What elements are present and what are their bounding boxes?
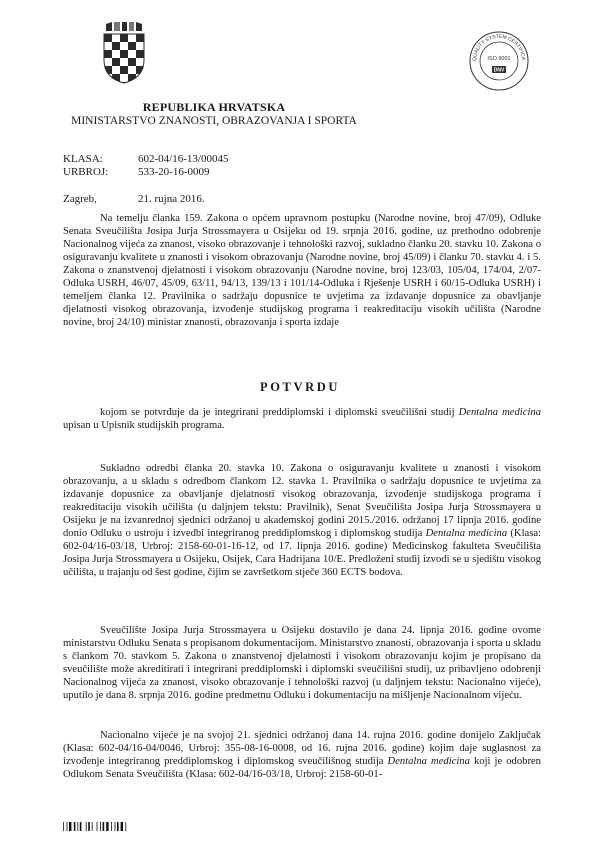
- reference-block: [63, 153, 228, 178]
- paragraph-4: [63, 729, 541, 781]
- study-name: Dentalna medicina: [458, 407, 541, 418]
- klasa-label: KLASA:: [63, 153, 103, 165]
- republic-name: REPUBLIKA HRVATSKA: [142, 100, 286, 114]
- cert-arc-text: QUALITY SYSTEM CERTIFICA: [471, 33, 527, 62]
- p2-text-b: (Klasa: 602-04/16-03/18, Urbroj: 2158-60-01-16-12, od 17. lipnja 2016. godine) Medicinskog fakulteta Sveučilišta Josipa Jurja Strossmayera u Osijeku, Osijek, Cara Hadrijana 10/E. Predloženi studij izvodi se u sjedištu visokog učilišta, u trajanju od šest godine, čijim se završetkom stječe 360 ECTS bodova.: [63, 528, 541, 578]
- cert-standard-text: ISO 9001: [487, 56, 511, 62]
- quality-certification-stamp-icon: [468, 30, 530, 92]
- klasa-value: 602-04/16-13/00045: [138, 153, 229, 165]
- p4-text-b: koji je odobren Odlukom Senata Sveučilišta (Klasa: 602-04/16-03/18, Urbroj: 2158-60-01-: [63, 756, 541, 780]
- document-title: POTVRDU: [259, 380, 340, 394]
- p2-study-name: Dentalna medicina: [425, 528, 508, 539]
- confirm-text-a: kojom se potvrđuje da je integrirani preddiplomski i diplomski sveučilišni studij: [100, 407, 459, 418]
- paragraph-3: Sveučilište Josipa Jurja Strossmayera u Osijeku dostavilo je dana 24. lipnja 2016. godine ovome ministarstvu Odluku Senata s propisanom dokumentacijom. Ministarstvo znanosti, obrazovanja i sporta u skladu s člankom 70. stavkom 5. Zakona o znanstvenoj djelatnosti i visokom obrazovanju kojim je propisano da sveučilište može akreditirati i integrirani preddiplomski i diplomski sveučilišni studij, uz pribavljeno odobrenji Nacionalnog vijeća za znanost, visoko obrazovanje i tehnološki razvoj (u daljnjem tekstu: Nacionalno vijeće), uputilo je dana 8. srpnja 2016. godine predmetnu Odluku i dokumentaciju na mišljenje Nacionalnom vijeću.: [63, 625, 541, 701]
- intro-paragraph: Na temelju članka 159. Zakona o općem upravnom postupku (Narodne novine, broj 47/09), Odluke Senata Sveučilišta Josipa Jurja Strossmayera u Osijeku od 19. srpnja 2016. godine, uz prethodno odobrenje Nacionalnog vijeća za znanost, visoko obrazovanje i tehnološki razvoj, sukladno članku 20. stavku 10. Zakona o osiguravanju kvalitete u znanosti i visokom obrazovanju (Narodne novine, broj 45/09) i članku 70. stavku 4. i 5. Zakona o znanstvenoj djelatnosti i visokom obrazovanju (Narodne novine, broj 123/03, 105/04, 174/04, 2/07-Odluka USRH, 46/07, 45/09, 63/11, 94/13, 139/13 i 101/14-Odluka i Rješenje USRH i 60/15-Odluka USRH) i temeljem članka 12. Pravilnika o sadržaju dopusnice te uvjetima za izdavanje dopusnice za obavljanje djelatnosti visokog obrazovanja, izvođenje studijskog programa i reakreditaciju visokih učilišta (Narodne novine, broj 24/10) ministar znanosti, obrazovanja i sporta izdaje: [63, 213, 541, 328]
- urbroj-label: URBROJ:: [63, 165, 109, 178]
- place: Zagreb,: [63, 193, 97, 205]
- cert-logo-text: DNV: [493, 67, 505, 74]
- issue-date: 21. rujna 2016.: [138, 193, 205, 205]
- paragraph-2: [63, 462, 541, 579]
- p4-study-name: Dentalna medicina: [387, 756, 470, 767]
- place-date: [63, 193, 205, 205]
- urbroj-value: 533-20-16-0009: [138, 165, 210, 178]
- p4-text-a: Nacionalno vijeće je na svojoj 21. sjednici održanoj dana 14. rujna 2016. godine donijelo Zaključak (Klasa: 602-04/16-04/0046, Urbroj: 355-08-16-0008, od 16. rujna 2016. godine) kojim daje suglasnost za izvođenje integriranog preddiplomskog i diplomskog sveučilišnog studija: [63, 730, 541, 767]
- document-barcode: [63, 822, 150, 831]
- confirmation-paragraph: [63, 406, 541, 432]
- ministry-name: MINISTARSTVO ZNANOSTI, OBRAZOVANJA I SPORTA: [71, 115, 357, 127]
- confirm-text-b: upisan u Upisnik studijskih programa.: [63, 420, 225, 431]
- p2-text-a: Sukladno odredbi članka 20. stavka 10. Zakona o osiguravanju kvalitete u znanosti i visokom obrazovanju, a u skladu s odredbom člankom 12. stavka 1. Pravilnika o sadržaju dopusnice te uvjetima za izdavanje dopusnice za obavljanje djelatnosti visokog obrazovanja, izvođenje studijskoga programa i reakreditaciju visokih učilišta (u daljnjem tekstu: Pravilnik), Senat Sveučilišta Josipa Jurja Strossmayera u Osijeku je na izvanrednoj sjednici održanoj u akademskoj godini 2015./2016. održanoj 17 lipnja 2016. godine donio Odluku o ustroju i izvedbi integriranog preddiplomskog i diplomskog studija: [63, 463, 541, 539]
- issuer-block: [64, 100, 364, 128]
- croatian-coat-of-arms-icon: [103, 22, 145, 84]
